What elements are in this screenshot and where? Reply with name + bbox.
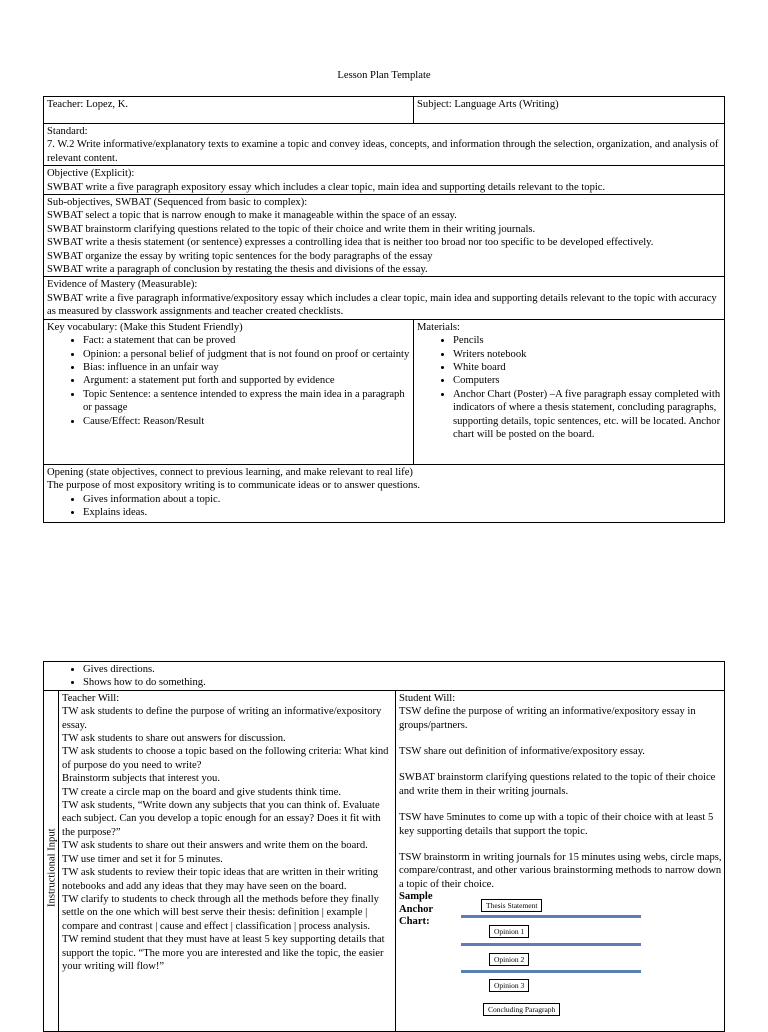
vocabulary-list [47,334,411,428]
teacher-will-line: TW remind student that they must have at least 5 key supporting details that support the topic. “The more you are interested and like the topic, the easier your writing will flow!” [62,934,385,972]
evidence-text: SWBAT write a five paragraph informative/expository essay which includes a clear topic, main idea and supporting details relevant to the topic with accuracy as measured by classwork assignments and teacher created checklists. [47,292,717,318]
objective-text: SWBAT write a five paragraph expository essay which includes a clear topic, main idea and supporting details relevant to the topic. [47,181,606,193]
vocabulary-item: • Argument: a statement put forth and supported by evidence [83,374,411,387]
teacher-will-line: TW ask students to review their topic ideas that are written in their writing notebooks and add any ideas that they may have seen on the board. [62,867,379,892]
anchor-divider [461,943,641,946]
student-will-paragraph: TSW brainstorm in writing journals for 15 minutes using webs, circle maps, compare/contrast, and other various brainstorming methods to narrow down a topic of their choice. [399,852,722,890]
side-label-cell [44,690,59,1031]
anchor-divider [461,970,641,973]
teacher-will-line: TW clarify to students to check through all the methods before they finally settle on the one which will best serve their thesis: definition | example | compare and contrast | cause and effect | classification | process analysis. [62,893,379,932]
teacher-will-line: TW ask students to define the purpose of writing an informative/expository essay. [62,706,382,731]
materials-label: Materials: [417,321,460,333]
teacher-will-line: Brainstorm subjects that interest you. [62,773,220,785]
vocabulary-item: • Fact: a statement that can be proved [83,334,411,347]
objective-label: Objective (Explicit): [47,168,135,180]
subobjective-item: SWBAT write a paragraph of conclusion by restating the thesis and divisions of the essay. [47,264,428,276]
teacher-will-line: TW use timer and set it for 5 minutes. [62,853,223,865]
student-will-paragraph: TSW share out definition of informative/expository essay. [399,746,645,758]
subject-cell [414,97,725,124]
materials-item: • Pencils [453,334,722,347]
teacher-cell [44,97,414,124]
vocabulary-item: • Opinion: a personal belief of judgment that is not found on proof or certainty [83,348,411,361]
lesson-plan-table [43,96,725,523]
continued-list [47,663,722,690]
evidence-cell [44,277,725,319]
instructional-input-label: Instructional Input [46,828,58,907]
subject-name: Subject: Language Arts (Writing) [417,99,559,110]
opinion-3-box: Opinion 3 [489,979,529,992]
evidence-label: Evidence of Mastery (Measurable): [47,279,198,291]
materials-list [417,334,722,441]
teacher-will-line: TW ask students to choose a topic based on the following criteria: What kind of purpose do you need to write? [62,746,389,771]
opinion-2-box: Opinion 2 [489,953,529,966]
materials-item: • Computers [453,374,722,387]
opening-list [47,493,722,520]
opening-item: • Gives information about a topic. [83,493,722,506]
opening-item: • Explains ideas. [83,506,722,519]
opening-label: Opening (state objectives, connect to previous learning, and make relevant to real life) [47,466,413,478]
opening-text: The purpose of most expository writing is to communicate ideas or to answer questions. [47,480,421,492]
standard-text: 7. W.2 Write informative/explanatory texts to examine a topic and convey ideas, concepts, and information through the selection, organization, and analysis of relevant content. [47,139,719,164]
student-will-cell [396,690,725,1031]
thesis-statement-box: Thesis Statement [481,899,542,912]
teacher-will-line: TW ask students to share out their answers and write them on the board. [62,840,368,852]
student-will-paragraph: SWBAT brainstorm clarifying questions related to the topic of their choice and write them in their writing journals. [399,772,716,797]
teacher-will-cell [59,690,396,1031]
sample-anchor-chart-label: Sample Anchor Chart: [399,891,433,928]
teacher-will-label: Teacher Will: [62,692,120,704]
continued-cell [44,662,725,691]
standard-cell [44,124,725,166]
student-will-paragraph: TSW have 5minutes to come up with a topic of their choice with at least 5 key supporting details that support the topic. [399,812,714,837]
instructional-table [43,661,725,1032]
teacher-name: Teacher: Lopez, K. [47,99,129,110]
standard-label: Standard: [47,126,88,137]
subobjective-item: SWBAT brainstorm clarifying questions related to the topic of their choice and write them in their writing journals. [47,223,536,235]
materials-cell [414,319,725,464]
subobjectives-cell [44,195,725,277]
vocabulary-cell [44,319,414,464]
subobjective-item: SWBAT write a thesis statement (or sentence) expresses a controlling idea that is neither too broad nor too specific to be developed effectively. [47,237,654,249]
opinion-1-box: Opinion 1 [489,925,529,938]
continued-item: • Gives directions. [83,663,722,676]
vocabulary-item: • Cause/Effect: Reason/Result [83,415,411,428]
teacher-will-line: TW ask students, “Write down any subjects that you can think of. Evaluate each subject. Can you develop a topic enough for an essay? Does it fit with the purpose?” [62,800,381,838]
vocabulary-label: Key vocabulary: (Make this Student Friendly) [47,321,243,333]
materials-item: • Writers notebook [453,348,722,361]
subobjective-item: SWBAT select a topic that is narrow enough to make it manageable within the space of an essay. [47,210,457,222]
subobjective-item: SWBAT organize the essay by writing topic sentences for the body paragraphs of the essay [47,250,433,262]
continued-item: • Shows how to do something. [83,676,722,689]
page-title: Lesson Plan Template [337,70,431,81]
materials-item: • Anchor Chart (Poster) –A five paragraph essay completed with indicators of where a thesis statement, concluding paragraphs, supporting details, topic sentences, etc. will be located. Anchor chart will be posted on the board. [453,388,722,442]
teacher-will-line: TW create a circle map on the board and give students think time. [62,786,341,798]
concluding-paragraph-box: Concluding Paragraph [483,1003,560,1016]
student-will-paragraph: TSW define the purpose of writing an informative/expository essay in groups/partners. [399,706,696,731]
sample-anchor-chart [399,891,722,1015]
opening-cell [44,464,725,522]
materials-item: • White board [453,361,722,374]
teacher-will-line: TW ask students to share out answers for discussion. [62,733,286,745]
subobjectives-label: Sub-objectives, SWBAT (Sequenced from basic to complex): [47,197,308,209]
anchor-divider [461,915,641,918]
vocabulary-item: • Bias: influence in an unfair way [83,361,411,374]
student-will-label: Student Will: [399,692,456,704]
objective-cell [44,166,725,195]
vocabulary-item: • Topic Sentence: a sentence intended to express the main idea in a paragraph or passage [83,388,411,415]
